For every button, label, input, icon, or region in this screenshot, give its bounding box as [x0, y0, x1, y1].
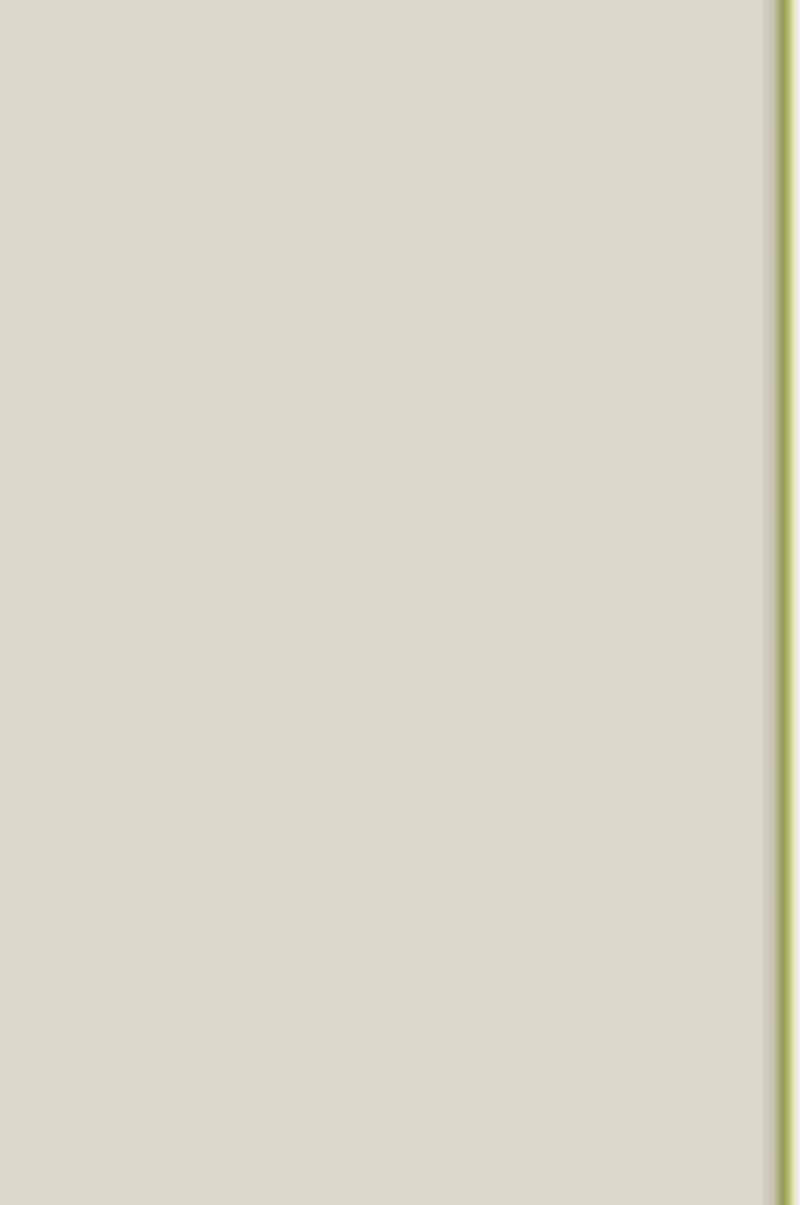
adjacent-page-edge — [762, 0, 800, 1205]
page-header — [110, 60, 760, 88]
